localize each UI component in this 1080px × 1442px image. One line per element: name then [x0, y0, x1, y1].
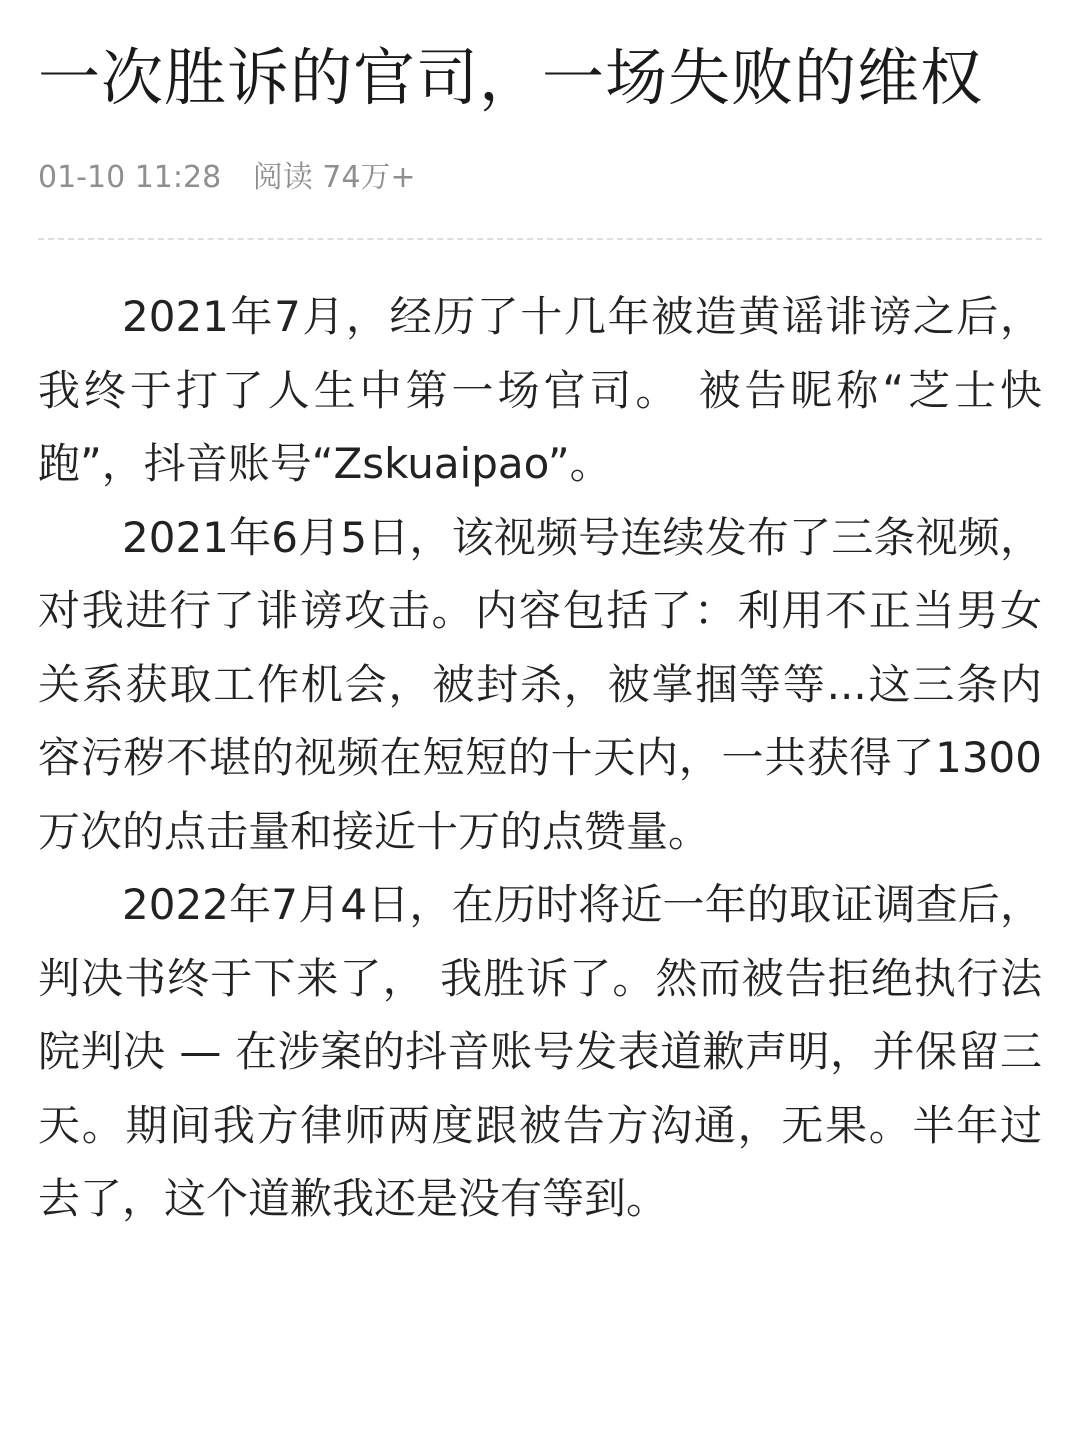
paragraph: 2021年7月，经历了十几年被造黄谣诽谤之后， 我终于打了人生中第一场官司。 被告昵称“芝士快跑”，抖音账号“Zskuaipao”。: [38, 292, 1042, 488]
article-title: 一次胜诉的官司，一场失败的维权: [38, 41, 984, 114]
paragraph: 2021年6月5日，该视频号连续发布了三条视频，对我进行了诽谤攻击。内容包括了：利用不正当男女关系获取工作机会，被封杀，被掌掴等等...这三条内容污秽不堪的视频在短短的十天内，一共获得了1300万次的点击量和接近十万的点赞量。: [38, 512, 1042, 856]
publish-datetime: 01-10 11:28: [38, 160, 222, 195]
article: [38, 0, 1042, 1236]
paragraph: 2022年7月4日，在历时将近一年的取证调查后，判决书终于下来了， 我胜诉了。然而被告拒绝执行法院判决 — 在涉案的抖音账号发表道歉声明，并保留三天。期间我方律师两度跟被告方沟通，无果。半年过去了，这个道歉我还是没有等到。: [38, 880, 1042, 1223]
article-body: [38, 280, 1042, 1236]
dashed-divider: [38, 238, 1042, 240]
article-meta: [38, 158, 1042, 198]
read-count: 阅读 74万+: [252, 160, 416, 195]
